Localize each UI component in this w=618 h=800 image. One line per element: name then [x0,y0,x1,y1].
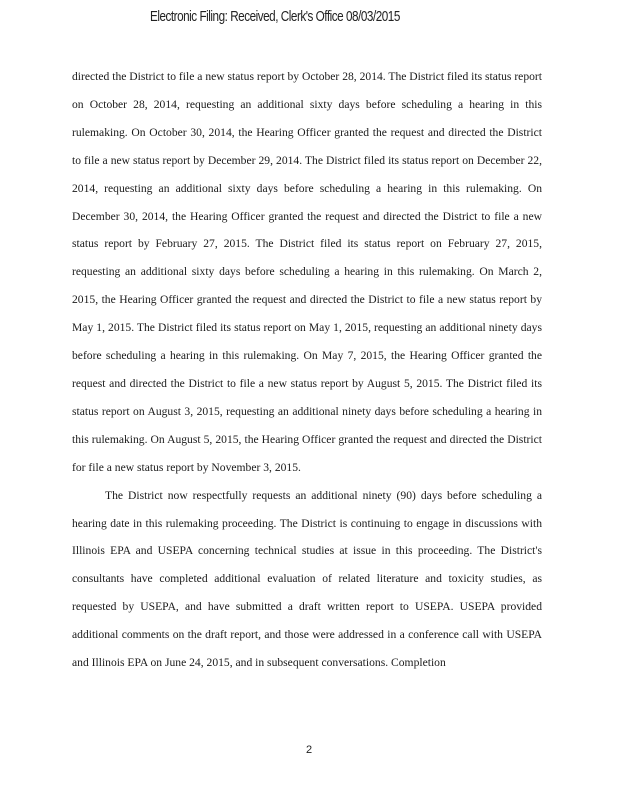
document-body [72,63,542,677]
paragraph-request: The District now respectfully requests an additional ninety (90) days before scheduling a hearing date in this rulemaking proceeding. The District is continuing to engage in discussions with Illinois EPA and USEPA concerning technical studies at issue in this proceeding. The District's consultants have completed additional evaluation of related literature and toxicity studies, as requested by USEPA, and have submitted a draft written report to USEPA. USEPA provided additional comments on the draft report, and those were addressed in a conference call with USEPA and Illinois EPA on June 24, 2015, and in subsequent conversations. Completion [72,488,542,670]
filing-stamp: Electronic Filing: Received, Clerk's Office 08/03/2015 [150,8,400,25]
paragraph-status-history: directed the District to file a new status report by October 28, 2014. The District filed its status report on October 28, 2014, requesting an additional sixty days before scheduling a hearing in this rulemaking. On October 30, 2014, the Hearing Officer granted the request and directed the District to file a new status report by December 29, 2014. The District filed its status report on December 22, 2014, requesting an additional sixty days before scheduling a hearing in this rulemaking. On December 30, 2014, the Hearing Officer granted the request and directed the District to file a new status report by February 27, 2015. The District filed its status report on February 27, 2015, requesting an additional sixty days before scheduling a hearing in this rulemaking. On March 2, 2015, the Hearing Officer granted the request and directed the District to file a new status report by May 1, 2015. The District filed its status report on May 1, 2015, requesting an additional ninety days before scheduling a hearing in this rulemaking. On May 7, 2015, the Hearing Officer granted the request and directed the District to file a new status report by August 5, 2015. The District filed its status report on August 3, 2015, requesting an additional ninety days before scheduling a hearing in this rulemaking. On August 5, 2015, the Hearing Officer granted the request and directed the District for file a new status report by November 3, 2015. [72,70,542,474]
page-number: 2 [305,744,313,756]
